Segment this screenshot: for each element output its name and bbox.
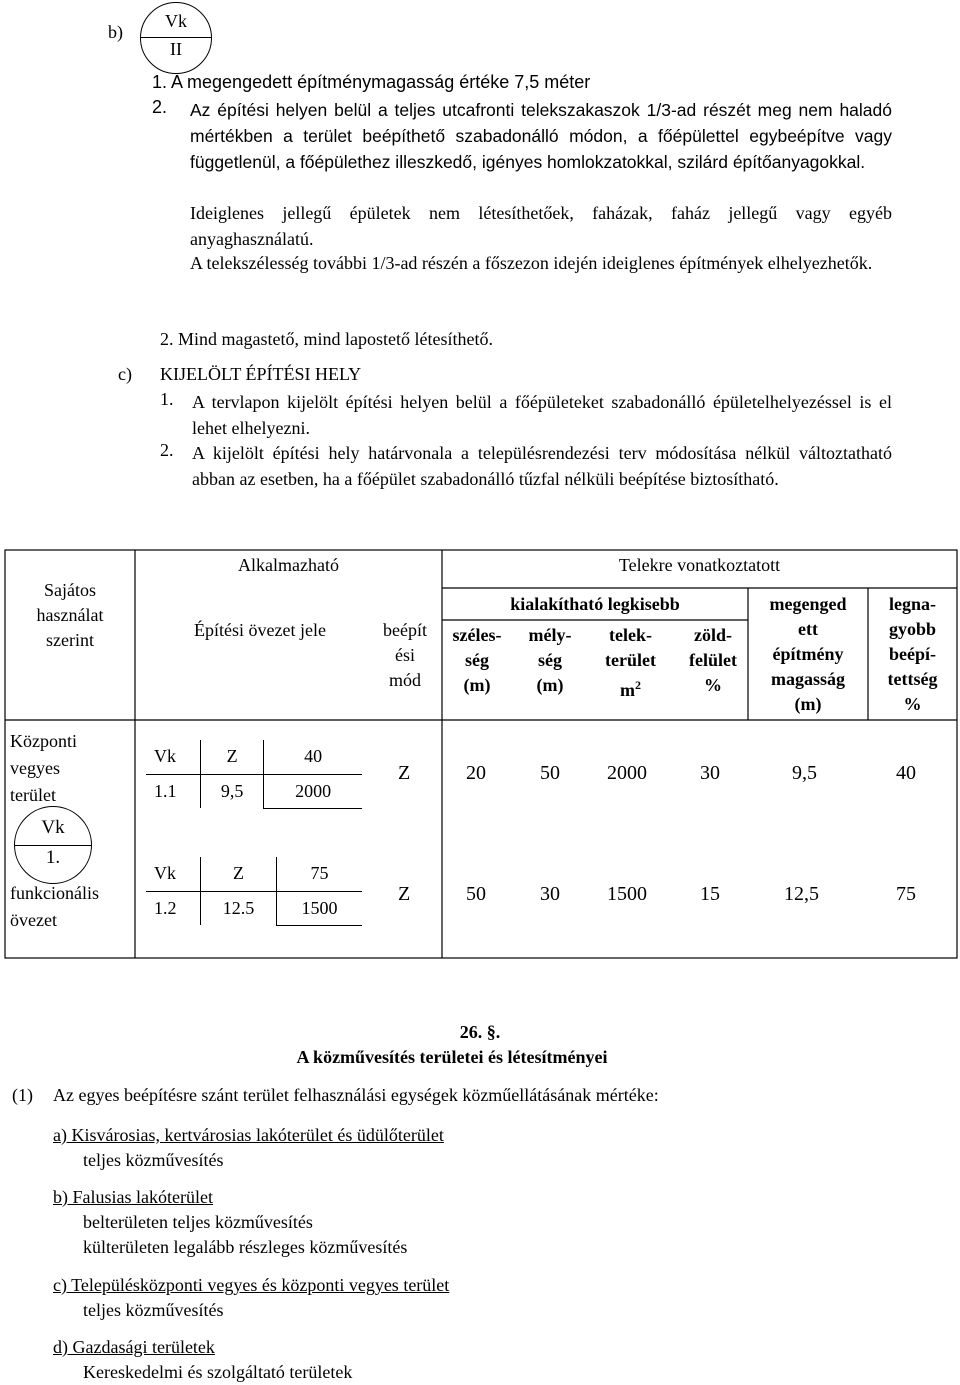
zone-key-1: Vk Z 40 1.1 9,5 2000 [146, 740, 362, 809]
b-item-1: 1. A megengedett építménymagasság értéke 7,5 méter [152, 72, 591, 92]
table-row [380, 883, 957, 911]
table-row [380, 762, 957, 790]
cell-depth: 50 [540, 762, 560, 784]
c-item-1-num: 1. [160, 389, 174, 409]
zone-key-2: Vk Z 75 1.2 12.5 1500 [146, 857, 362, 926]
list-item-heading: d) Gazdasági területek [53, 1337, 215, 1357]
row-group-label-2: funkcionális övezet [10, 883, 99, 930]
header-coverage: legna- gyobb beépí- tettség % [887, 594, 938, 714]
header-build-mode: beépít ési mód [383, 620, 427, 690]
b-item-2-text: Az építési helyen belül a teljes utcafronti telekszakaszok 1/3-ad részét meg nem haladó mértékben a terület beépíthető szabadonálló módon, a főépülettel egybeépítve vagy függetlenül, a főépülethez illeszkedő, igényes homlokzatokkal, szilárd építőanyagokkal. [190, 100, 892, 172]
cell-coverage: 40 [896, 762, 916, 784]
header-applicable: Alkalmazható [238, 555, 339, 575]
cell-mode: Z [398, 762, 411, 784]
zone-symbol-top: Vk [165, 11, 187, 31]
list-item: b) Falusias lakóterület belterületen teljes közművesítés külterületen legalább részleges közművesítés [53, 1187, 408, 1257]
header-plot: Telekre vonatkoztatott [618, 555, 781, 575]
row-group-label: Központi vegyes terület [10, 731, 77, 805]
c-item-2-num: 2. [160, 440, 174, 460]
cell-height: 9,5 [792, 762, 817, 784]
zone-symbol-vk-1: Vk 1. [14, 806, 92, 884]
cell-height: 12,5 [784, 883, 819, 905]
cell-coverage: 75 [896, 883, 916, 905]
cell-depth: 30 [540, 883, 560, 905]
list-item-heading: b) Falusias lakóterület [53, 1187, 213, 1207]
header-usage: Sajátos használat szerint [36, 580, 104, 650]
b-item-roof: 2. Mind magastető, mind lapostető létesíthető. [160, 329, 493, 349]
list-item-heading: a) Kisvárosias, kertvárosias lakóterület és üdülőterület [53, 1125, 444, 1145]
cell-area: 2000 [607, 762, 647, 784]
cell-width: 20 [466, 762, 486, 784]
header-zone-code: Építési övezet jele [194, 620, 326, 640]
cell-green: 15 [700, 883, 720, 905]
c-item-2-text: A kijelölt építési hely határvonala a településrendezési terv módosítása nélkül változtatható abban az esetben, ha a főépület szabadonálló tűzfal nélküli beépítése biztosítható. [192, 443, 892, 489]
header-height: megenged ett építmény magasság (m) [769, 594, 847, 714]
header-depth: mély- ség (m) [528, 625, 572, 695]
header-plot-area: telek- terület $m^2$ [605, 625, 656, 700]
header-green: zöld- felület % [689, 625, 737, 695]
list-item-heading: c) Településközponti vegyes és központi vegyes terület [53, 1275, 450, 1295]
intro-number: (1) [12, 1085, 33, 1105]
intro-text: Az egyes beépítésre szánt terület felhasználási egységek közműellátásának mértéke: [53, 1085, 659, 1105]
cell-green: 30 [700, 762, 720, 784]
cell-mode: Z [398, 883, 411, 905]
section-c-title: KIJELÖLT ÉPÍTÉSI HELY [160, 364, 362, 384]
section-title: A közművesítés területei és létesítményei [296, 1047, 608, 1067]
section-c-label: c) [118, 364, 132, 384]
section-number: 26. §. [459, 1022, 501, 1042]
cell-area: 1500 [607, 883, 647, 905]
zone-symbol-bottom: II [170, 39, 182, 59]
b-item-2-num: 2. [152, 97, 168, 117]
b-paragraph-2: Ideiglenes jellegű épületek nem létesíthetőek, faházak, faház jellegű vagy egyéb anyaghasználatú. [190, 203, 892, 249]
list-item: a) Kisvárosias, kertvárosias lakóterület és üdülőterület teljes közművesítés [53, 1125, 444, 1170]
cell-width: 50 [466, 883, 486, 905]
header-min-size: kialakítható legkisebb [510, 594, 680, 614]
list-item: c) Településközponti vegyes és központi vegyes terület teljes közművesítés [53, 1275, 450, 1320]
list-item: d) Gazdasági területek Kereskedelmi és szolgáltató területek [53, 1337, 353, 1382]
c-item-1-text: A tervlapon kijelölt építési helyen belül a főépületeket szabadonálló épületelhelyezéssel is el lehet elhelyezni. [192, 392, 892, 438]
header-width: széles- ség (m) [452, 625, 502, 695]
b-paragraph-3: A telekszélesség további 1/3-ad részén a főszezon idején ideiglenes építmények elhelyezhetők. [190, 253, 873, 273]
section-b-label: b) [108, 22, 123, 42]
